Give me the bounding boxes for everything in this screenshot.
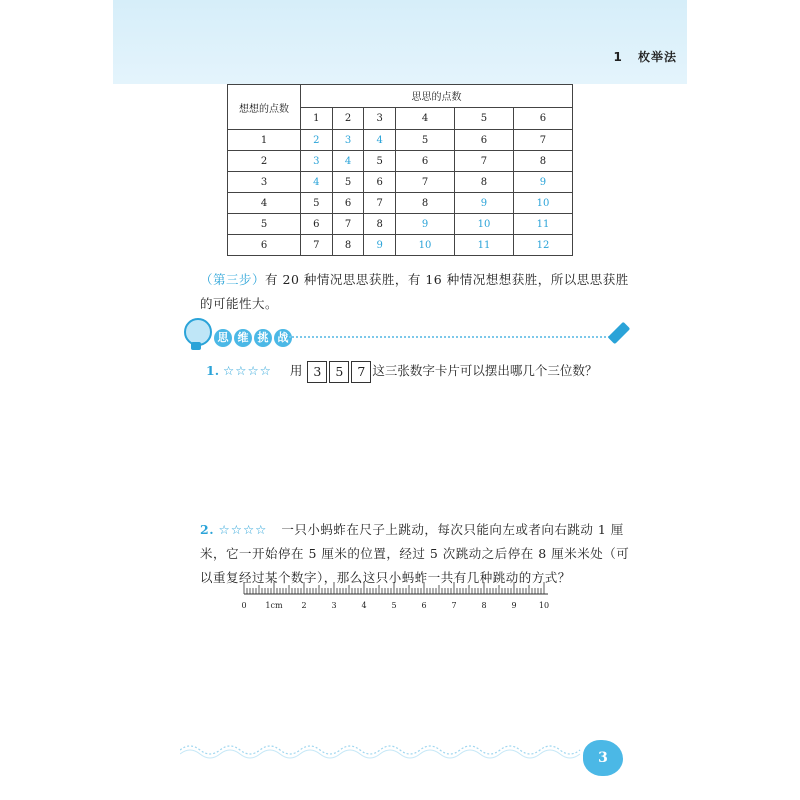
table-row [228, 235, 573, 256]
table-cell: 9 [513, 172, 572, 193]
table-row [228, 172, 573, 193]
table-cell: 6 [364, 172, 396, 193]
table-cell: 2 [301, 130, 333, 151]
section-title-char: 维 [234, 329, 252, 347]
question-1 [206, 360, 597, 383]
table-cell: 5 [396, 130, 455, 151]
question-1-suffix: 这三张数字卡片可以摆出哪几个三位数？ [372, 363, 598, 378]
table-cell: 6 [301, 214, 333, 235]
ruler-label: 10 [538, 601, 550, 610]
number-card: 3 [307, 361, 327, 383]
column-label: 1 [301, 107, 333, 130]
table-cell: 3 [301, 151, 333, 172]
section-title-char: 战 [274, 329, 292, 347]
table-row [228, 130, 573, 151]
ruler-label: 0 [241, 601, 247, 610]
section-title-char: 挑 [254, 329, 272, 347]
ruler-label: 2 [301, 601, 307, 610]
number-card: 7 [351, 361, 371, 383]
chapter-heading [613, 48, 677, 65]
row-label: 5 [228, 214, 301, 235]
column-label: 3 [364, 107, 396, 130]
question-2-text: 一只小蚂蚱在尺子上跳动，每次只能向左或者向右跳动 1 厘米，它一开始停在 5 厘米的位置，经过 5 次跳动之后停在 8 厘米米处（可以重复经过某个数字），那么这只小蚂蚱一共有几种跳动的方式？ [200, 522, 630, 585]
header-band [113, 0, 687, 84]
table-cell: 4 [364, 130, 396, 151]
table-cell: 9 [455, 193, 514, 214]
table-cell: 4 [332, 151, 364, 172]
table-row [228, 193, 573, 214]
dice-sum-table [227, 84, 573, 256]
question-1-prefix: 用 [289, 363, 303, 378]
table-cell: 5 [332, 172, 364, 193]
row-label: 6 [228, 235, 301, 256]
table-cell: 8 [455, 172, 514, 193]
page-number: 3 [583, 740, 623, 776]
table-cell: 6 [455, 130, 514, 151]
table-cell: 8 [364, 214, 396, 235]
ruler-label: 9 [511, 601, 517, 610]
dotted-divider [289, 336, 614, 338]
ruler-label: 4 [361, 601, 367, 610]
question-number: 1. [206, 363, 220, 378]
table-cell: 8 [332, 235, 364, 256]
table-cell: 7 [364, 193, 396, 214]
question-number: 2. [200, 522, 215, 537]
ruler-label: 6 [421, 601, 427, 610]
table-cell: 11 [513, 214, 572, 235]
table-cell: 10 [396, 235, 455, 256]
section-title-banner [184, 318, 634, 358]
table-cell: 6 [332, 193, 364, 214]
table-cell: 12 [513, 235, 572, 256]
table-cell: 10 [513, 193, 572, 214]
table-cell: 11 [455, 235, 514, 256]
ruler-graphic [238, 580, 568, 614]
row-label: 2 [228, 151, 301, 172]
lightbulb-base-icon [191, 342, 201, 350]
table-cell: 6 [396, 151, 455, 172]
difficulty-stars: ☆☆☆☆ [218, 522, 268, 537]
row-label: 1 [228, 130, 301, 151]
table-cell: 3 [332, 130, 364, 151]
chapter-number: 1 [613, 50, 623, 64]
step3-text: 有 20 种情况思思获胜，有 16 种情况想想获胜，所以思思获胜的可能性大。 [200, 272, 629, 311]
table-cell: 7 [396, 172, 455, 193]
table-cell: 8 [513, 151, 572, 172]
table-cell: 4 [301, 172, 333, 193]
ruler-label: 1cm [265, 601, 283, 610]
ruler-label: 7 [451, 601, 457, 610]
step3-paragraph [200, 268, 630, 316]
table-cell: 7 [332, 214, 364, 235]
column-header: 思思的点数 [301, 85, 573, 108]
table-cell: 8 [396, 193, 455, 214]
ruler-label: 5 [391, 601, 397, 610]
chapter-title: 枚举法 [637, 50, 677, 64]
column-label: 6 [513, 107, 572, 130]
step3-tag: （第三步） [200, 272, 266, 287]
section-title-char: 思 [214, 329, 232, 347]
column-label: 2 [332, 107, 364, 130]
table-cell: 7 [455, 151, 514, 172]
table-cell: 9 [364, 235, 396, 256]
ruler-label: 3 [331, 601, 337, 610]
number-card: 5 [329, 361, 349, 383]
column-label: 5 [455, 107, 514, 130]
wave-divider [180, 738, 590, 762]
row-label: 4 [228, 193, 301, 214]
row-header: 想想的点数 [228, 85, 301, 130]
table-cell: 5 [364, 151, 396, 172]
column-label: 4 [396, 107, 455, 130]
table-cell: 7 [301, 235, 333, 256]
table-cell: 7 [513, 130, 572, 151]
table-cell: 5 [301, 193, 333, 214]
section-title [214, 326, 294, 346]
difficulty-stars: ☆☆☆☆ [223, 363, 272, 378]
table-cell: 10 [455, 214, 514, 235]
table-row [228, 214, 573, 235]
ruler [238, 580, 568, 618]
ruler-label: 8 [481, 601, 487, 610]
table-row [228, 151, 573, 172]
row-label: 3 [228, 172, 301, 193]
pen-icon [608, 322, 631, 345]
table-cell: 9 [396, 214, 455, 235]
